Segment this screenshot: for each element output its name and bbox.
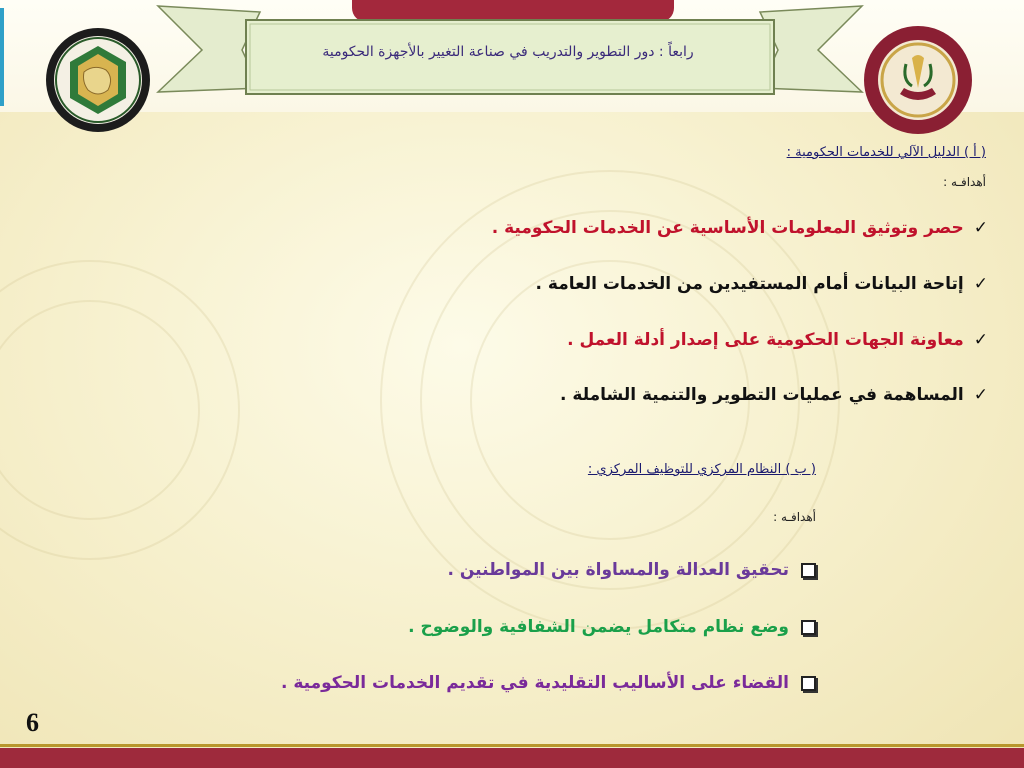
section-b-goals-label: أهدافـه : (773, 510, 816, 524)
check-icon: ✓ (973, 385, 988, 405)
footer-gold-line (0, 744, 1024, 747)
page-number: 6 (26, 708, 39, 737)
square-icon (801, 620, 816, 635)
section-b-bullet-1 (447, 560, 816, 580)
page-title: رابعاً : دور التطوير والتدريب في صناعة التغيير بالأجهزة الحكومية (322, 44, 694, 60)
section-b-bullet-3 (281, 673, 816, 693)
section-b-bullet-2 (408, 617, 816, 637)
bullet-text: تحقيق العدالة والمساواة بين المواطنين . (447, 560, 789, 580)
check-icon: ✓ (973, 274, 988, 294)
section-a-goals-label: أهدافـه : (943, 175, 986, 189)
section-a-bullet-3 (567, 330, 988, 350)
qatar-emblem-logo (862, 24, 974, 136)
bullet-text: القضاء على الأساليب التقليدية في تقديم الخدمات الحكومية . (280, 673, 789, 693)
square-icon (801, 676, 816, 691)
footer-band (0, 748, 1024, 768)
left-edge-accent (0, 8, 4, 106)
square-icon (801, 563, 816, 578)
section-a-bullet-4 (560, 385, 988, 405)
check-icon: ✓ (973, 218, 988, 238)
bullet-text: وضع نظام متكامل يضمن الشفافية والوضوح . (408, 617, 789, 637)
bullet-text: حصر وتوثيق المعلومات الأساسية عن الخدمات الحكومية . (491, 218, 964, 238)
section-a-bullet-2 (536, 274, 988, 294)
gcc-emblem-logo (44, 26, 152, 134)
bullet-text: معاونة الجهات الحكومية على إصدار أدلة العمل . (567, 330, 964, 350)
bullet-text: إتاحة البيانات أمام المستفيدين من الخدمات العامة . (535, 274, 964, 294)
section-a-bullet-1 (492, 218, 988, 238)
section-a-heading: ( أ ) الدليل الآلي للخدمات الحكومية : (786, 145, 986, 160)
bullet-text: المساهمة في عمليات التطوير والتنمية الشاملة . (560, 385, 964, 405)
check-icon: ✓ (973, 330, 988, 350)
section-b-heading: ( ب ) النظام المركزي للتوظيف المركزي : (587, 462, 816, 477)
